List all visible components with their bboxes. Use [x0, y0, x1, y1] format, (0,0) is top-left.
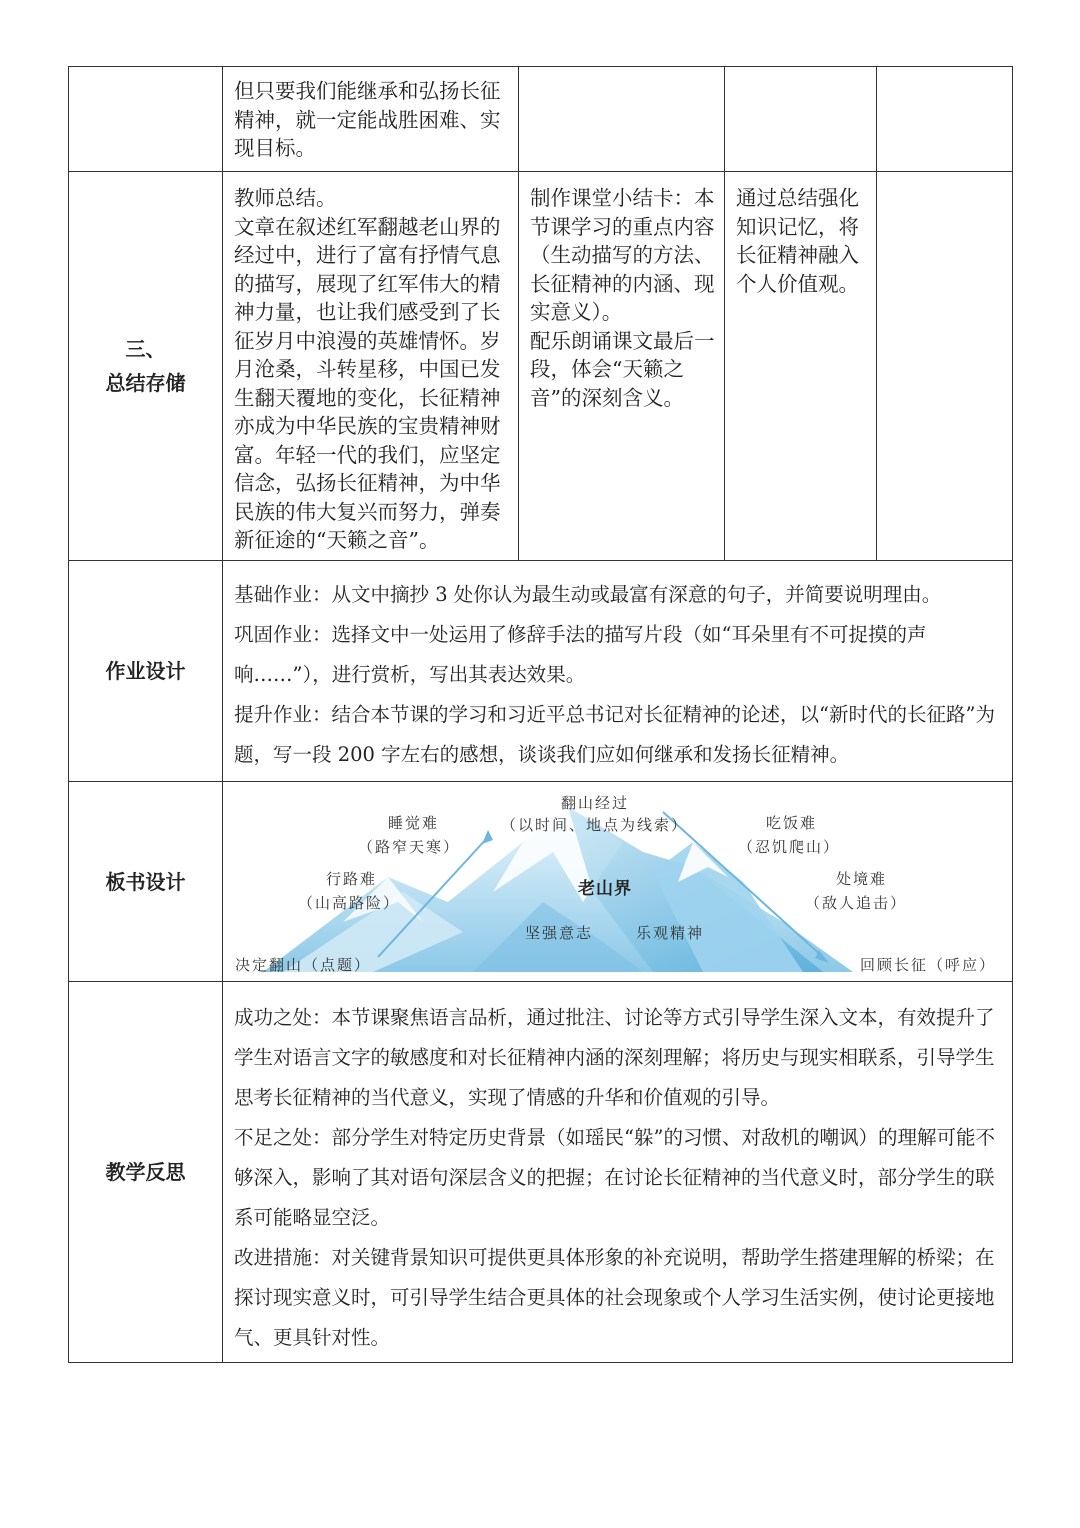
- design-intent-cell: [725, 172, 876, 560]
- teacher-activity-cell: [223, 172, 518, 560]
- table-border-top: [68, 66, 1013, 67]
- homework-consolidate: 巩固作业：选择文中一处运用了修辞手法的描写片段（如“耳朵里有不可捉摸的声响……”），进行赏析，写出其表达效果。: [234, 623, 927, 686]
- reflection-improvement: 改进措施：对关键背景知识可提供更具体形象的补充说明，帮助学生搭建理解的桥梁；在探讨现实意义时，可引导学生结合更具体的社会现象或个人学习生活实例，使讨论更接地气、更具针对性。: [234, 1246, 995, 1349]
- board-walk: 行路难: [326, 870, 378, 888]
- homework-content-cell: [223, 561, 1012, 781]
- board-situation-sub: （敌人追击）: [805, 894, 908, 912]
- board-sleep: 睡觉难: [388, 814, 440, 832]
- row1-content: 但只要我们能继承和弘扬长征精神，就一定能战胜困难、实现目标。: [234, 79, 501, 160]
- board-label: 板书设计: [105, 869, 186, 894]
- board-center: 老山界: [578, 879, 632, 899]
- board-label-cell: [69, 782, 222, 981]
- board-start: 决定翻山（点题）: [235, 956, 372, 974]
- homework-label-cell: [69, 561, 222, 781]
- board-eat: 吃饭难: [766, 814, 818, 832]
- homework-advanced: 提升作业：结合本节课的学习和习近平总书记对长征精神的论述，以“新时代的长征路”为题，写一段 200 字左右的感想，谈谈我们应如何继承和发扬长征精神。: [234, 703, 995, 766]
- reflection-shortcoming: 不足之处：部分学生对特定历史背景（如瑶民“躲”的习惯、对敌机的嘲讽）的理解可能不够深入，影响了其对语句深层含义的把握；在讨论长征精神的当代意义时，部分学生的联系可能略显空泛。: [234, 1126, 995, 1229]
- board-diagram: [223, 782, 1013, 980]
- homework-label: 作业设计: [105, 659, 186, 683]
- table-border-bottom: [68, 1362, 1013, 1363]
- board-situation: 处境难: [836, 870, 888, 888]
- board-will: 坚强意志: [525, 924, 594, 942]
- teacher-summary: 文章在叙述红军翻越老山界的经过中，进行了富有抒情气息的描写，展现了红军伟大的精神力量，也让我们感受到了长征岁月中浪漫的英雄情怀。岁月沧桑，斗转星移，中国已发生翻天覆地的变化，长征精神亦成为中华民族的宝贵精神财富。年轻一代的我们，应坚定信念，弘扬长征精神，为中华民族的伟大复兴而努力，弹奏新征途的“天籁之音”。: [234, 214, 501, 552]
- teacher-heading: 教师总结。: [234, 186, 337, 210]
- board-top-sub: （以时间、地点为线索）: [501, 816, 689, 834]
- stage-title: 总结存储: [105, 371, 186, 395]
- board-sleep-sub: （路窄天寒）: [358, 838, 461, 856]
- row1-content-cell: [223, 67, 518, 171]
- board-end: 回顾长征（呼应）: [860, 956, 997, 974]
- homework-basic: 基础作业：从文中摘抄 3 处你认为最生动或最富有深意的句子，并简要说明理由。: [234, 583, 942, 606]
- stage-number: 三、: [125, 337, 166, 361]
- design-intent: 通过总结强化知识记忆，将长征精神融入个人价值观。: [736, 186, 859, 296]
- reflection-success: 成功之处：本节课聚焦语言品析，通过批注、讨论等方式引导学生深入文本，有效提升了学生对语言文字的敏感度和对长征精神内涵的深刻理解；将历史与现实相联系，引导学生思考长征精神的当代意义，实现了情感的升华和价值观的引导。: [234, 1006, 995, 1109]
- student-activity-1: 制作课堂小结卡：本节课学习的重点内容（生动描写的方法、长征精神的内涵、现实意义）。: [530, 186, 715, 324]
- reflection-label-cell: [69, 982, 222, 1362]
- board-eat-sub: （忍饥爬山）: [738, 838, 841, 856]
- student-activity-2: 配乐朗诵课文最后一段，体会“天籁之音”的深刻含义。: [530, 328, 715, 410]
- reflection-content-cell: [223, 982, 1012, 1362]
- stage-cell: [69, 172, 222, 560]
- board-optimism: 乐观精神: [636, 924, 705, 942]
- board-top-title: 翻山经过: [561, 794, 630, 812]
- col-divider-4: [876, 66, 877, 561]
- student-activity-cell: [519, 172, 724, 560]
- board-walk-sub: （山高路险）: [298, 894, 401, 912]
- reflection-label: 教学反思: [105, 1160, 186, 1184]
